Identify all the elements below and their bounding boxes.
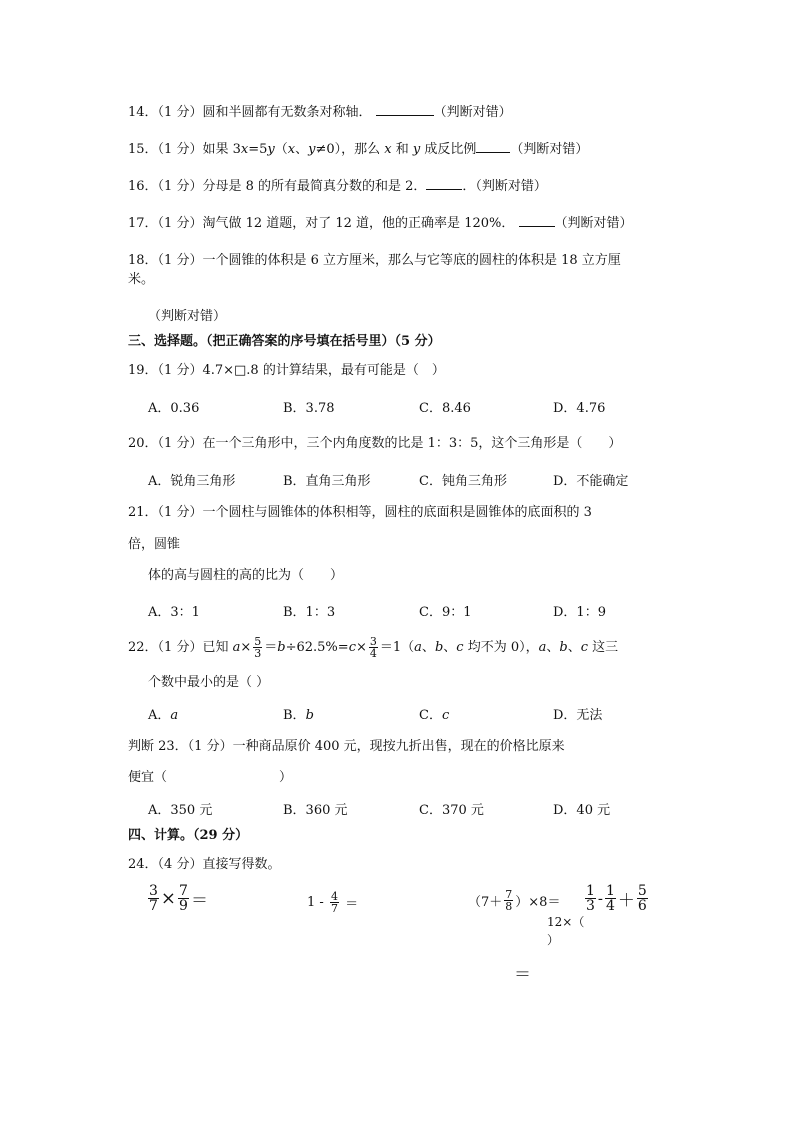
question-23-line1: 判断 23．（1 分）一种商品原价 400 元，现按九折出售，现在的价格比原来 — [128, 739, 565, 754]
option-b[interactable]: B．3.78 — [283, 401, 335, 416]
question-21-line2: 倍，圆锥 — [128, 537, 181, 552]
answer-blank[interactable] — [476, 140, 510, 153]
section-3-title: 三、选择题。（把正确答案的序号填在括号里）（5 分） — [128, 334, 441, 349]
question-16: 16．（1 分）分母是 8 的所有最简真分数的和是 2． ．（判断对错） — [128, 179, 547, 194]
option-d[interactable]: D．40 元 — [553, 803, 611, 818]
option-b[interactable]: B．b — [283, 708, 314, 723]
question-20: 20．（1 分）在一个三角形中，三个内角度数的比是 1：3：5，这个三角形是（ ） — [128, 436, 622, 451]
option-a[interactable]: A．0.36 — [148, 401, 200, 416]
question-15: 15．（1 分）如果 3x=5y（x、y≠0），那么 x 和 y 成反比例 （判断对错） — [128, 142, 589, 157]
expression-1: $\frac{3}{7}$ × $\frac{7}{9}$ ＝ — [149, 883, 208, 914]
option-a[interactable]: A．锐角三角形 — [148, 474, 236, 489]
fraction-5-3: $\frac{5}{3}$ — [254, 635, 262, 660]
option-c[interactable]: C．钝角三角形 — [419, 474, 507, 489]
question-22-line1: 22．（1 分）已知 a× $\frac{5}{3}$ ＝b÷62.5%=c× $\frac{3}{4}$ ＝1（a、b、c 均不为 0），a、b、c 这三 — [128, 635, 619, 660]
question-18-line1: 18．（1 分）一个圆锥的体积是 6 立方厘米，那么与它等底的圆柱的体积是 18 立方厘 — [128, 253, 621, 268]
question-14-text: 14．（1 分）圆和半圆都有无数条对称轴． — [128, 105, 372, 120]
expression-4-under-b: ） — [547, 933, 560, 947]
option-d[interactable]: D．不能确定 — [553, 474, 629, 489]
fraction-3-4: $\frac{3}{4}$ — [369, 635, 377, 660]
expression-2: 1 - $\frac{4}{7}$ ＝ — [307, 890, 359, 915]
option-a[interactable]: A．a — [148, 708, 179, 723]
option-c[interactable]: C．8.46 — [419, 401, 471, 416]
section-4-title: 四、计算。（29 分） — [128, 828, 249, 843]
expression-4: $\frac{1}{3}$ - $\frac{1}{4}$ ＋ $\frac{5}{6}$ — [586, 883, 647, 914]
question-18-tail: （判断对错） — [148, 309, 227, 324]
answer-blank[interactable] — [519, 214, 555, 227]
option-c[interactable]: C．c — [419, 708, 450, 723]
option-d[interactable]: D．4.76 — [553, 401, 606, 416]
option-c[interactable]: C．370 元 — [419, 803, 484, 818]
expression-3: （7＋ $\frac{7}{8}$ ）×8＝ — [468, 888, 561, 913]
question-22-line2: 个数中最小的是（ ） — [148, 675, 270, 690]
question-23-line2: 便宜（ ） — [128, 770, 293, 785]
option-b[interactable]: B．直角三角形 — [283, 474, 371, 489]
question-17: 17．（1 分）淘气做 12 道题，对了 12 道，他的正确率是 120%． （判断对错） — [128, 216, 633, 231]
option-a[interactable]: A．3：1 — [148, 605, 200, 620]
option-b[interactable]: B．1：3 — [283, 605, 336, 620]
question-18-line2: 米。 — [128, 272, 155, 287]
option-d[interactable]: D．1：9 — [553, 605, 606, 620]
answer-blank[interactable] — [376, 103, 434, 116]
question-21-line3: 体的高与圆柱的高的比为（ ） — [148, 568, 344, 583]
question-14 — [128, 101, 512, 120]
answer-blank[interactable] — [426, 177, 462, 190]
expression-4-equals: ＝ — [514, 965, 531, 985]
question-24: 24．（4 分）直接写得数。 — [128, 857, 281, 872]
question-14-tail: （判断对错） — [433, 105, 512, 120]
expression-4-under-a: 12×（ — [547, 915, 585, 929]
question-21-line1: 21．（1 分）一个圆柱与圆锥体的体积相等，圆柱的底面积是圆锥体的底面积的 3 — [128, 505, 592, 520]
option-b[interactable]: B．360 元 — [283, 803, 348, 818]
option-c[interactable]: C．9：1 — [419, 605, 472, 620]
option-d[interactable]: D．无法 — [553, 708, 603, 723]
option-a[interactable]: A．350 元 — [148, 803, 213, 818]
question-19: 19．（1 分）4.7×□.8 的计算结果，最有可能是（ ） — [128, 363, 445, 378]
